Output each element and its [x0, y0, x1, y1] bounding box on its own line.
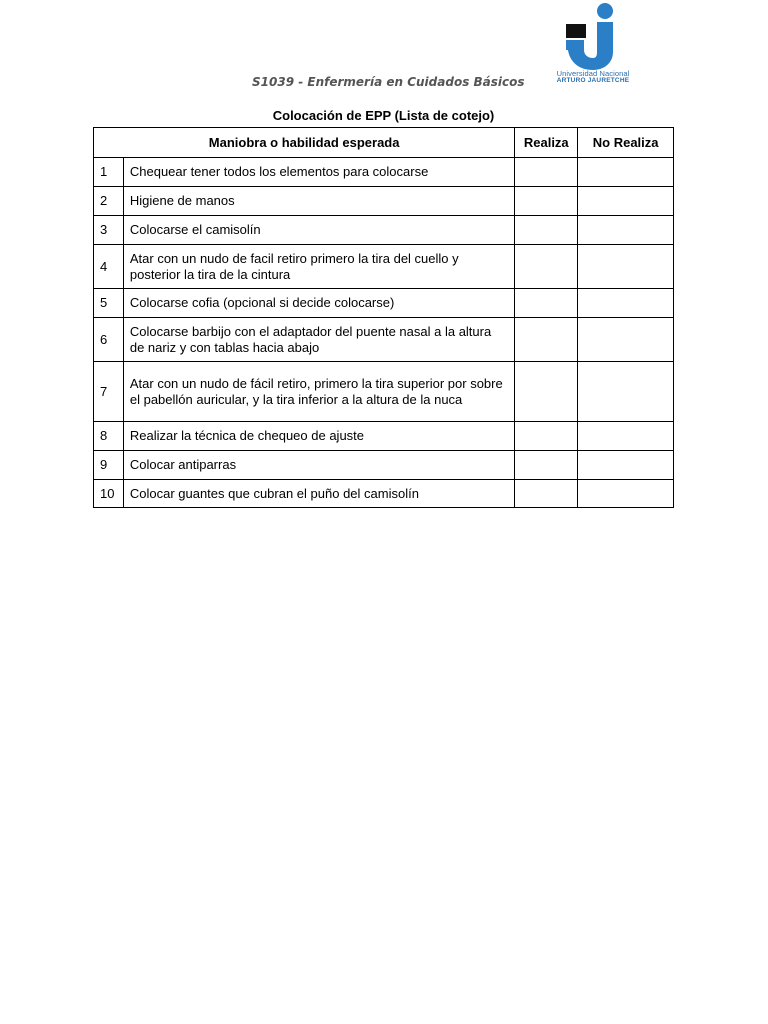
- checklist-table: [93, 127, 674, 508]
- not-performs-cell[interactable]: [578, 245, 674, 289]
- not-performs-cell[interactable]: [578, 216, 674, 245]
- header-maneuver: Maniobra o habilidad esperada: [94, 128, 515, 158]
- row-description: Atar con un nudo de facil retiro primero la tira del cuello y posterior la tira de la cintura: [123, 245, 514, 289]
- table-row: [94, 158, 674, 187]
- header-performs: Realiza: [515, 128, 578, 158]
- course-header: S1039 - Enfermería en Cuidados Básicos: [252, 75, 525, 89]
- table-row: [94, 245, 674, 289]
- logo-text-line2: ARTURO JAURETCHE: [556, 76, 630, 84]
- table-row: [94, 289, 674, 318]
- row-number: 1: [94, 158, 124, 187]
- not-performs-cell[interactable]: [578, 289, 674, 318]
- performs-cell[interactable]: [515, 480, 578, 508]
- not-performs-cell[interactable]: [578, 422, 674, 451]
- logo-dot: [597, 3, 613, 19]
- performs-cell[interactable]: [515, 187, 578, 216]
- row-description: Atar con un nudo de fácil retiro, primero la tira superior por sobre el pabellón auricular, y la tira inferior a la altura de la nuca: [123, 362, 514, 422]
- table-header-row: [94, 128, 674, 158]
- table-row: [94, 422, 674, 451]
- row-number: 5: [94, 289, 124, 318]
- row-description: Colocar guantes que cubran el puño del camisolín: [123, 480, 514, 508]
- not-performs-cell[interactable]: [578, 187, 674, 216]
- table-row: [94, 451, 674, 480]
- row-description: Higiene de manos: [123, 187, 514, 216]
- row-description: Colocarse barbijo con el adaptador del puente nasal a la altura de nariz y con tablas hacia abajo: [123, 318, 514, 362]
- performs-cell[interactable]: [515, 158, 578, 187]
- not-performs-cell[interactable]: [578, 158, 674, 187]
- row-number: 9: [94, 451, 124, 480]
- row-description: Colocar antiparras: [123, 451, 514, 480]
- table-row: [94, 187, 674, 216]
- row-description: Colocarse el camisolín: [123, 216, 514, 245]
- logo-black-square: [566, 24, 586, 38]
- not-performs-cell[interactable]: [578, 318, 674, 362]
- row-description: Colocarse cofia (opcional si decide colocarse): [123, 289, 514, 318]
- row-description: Realizar la técnica de chequeo de ajuste: [123, 422, 514, 451]
- row-number: 8: [94, 422, 124, 451]
- performs-cell[interactable]: [515, 422, 578, 451]
- performs-cell[interactable]: [515, 318, 578, 362]
- table-row: [94, 362, 674, 422]
- performs-cell[interactable]: [515, 245, 578, 289]
- table-row: [94, 480, 674, 508]
- row-number: 3: [94, 216, 124, 245]
- not-performs-cell[interactable]: [578, 451, 674, 480]
- logo-text-line1: Universidad Nacional: [556, 69, 630, 78]
- row-number: 6: [94, 318, 124, 362]
- performs-cell[interactable]: [515, 216, 578, 245]
- performs-cell[interactable]: [515, 451, 578, 480]
- row-description: Chequear tener todos los elementos para colocarse: [123, 158, 514, 187]
- table-row: [94, 216, 674, 245]
- performs-cell[interactable]: [515, 362, 578, 422]
- table-title: Colocación de EPP (Lista de cotejo): [272, 108, 495, 123]
- row-number: 10: [94, 480, 124, 508]
- not-performs-cell[interactable]: [578, 362, 674, 422]
- table-row: [94, 318, 674, 362]
- row-number: 7: [94, 362, 124, 422]
- row-number: 4: [94, 245, 124, 289]
- not-performs-cell[interactable]: [578, 480, 674, 508]
- performs-cell[interactable]: [515, 289, 578, 318]
- header-not-performs: No Realiza: [578, 128, 674, 158]
- logo-caption: [550, 70, 636, 85]
- row-number: 2: [94, 187, 124, 216]
